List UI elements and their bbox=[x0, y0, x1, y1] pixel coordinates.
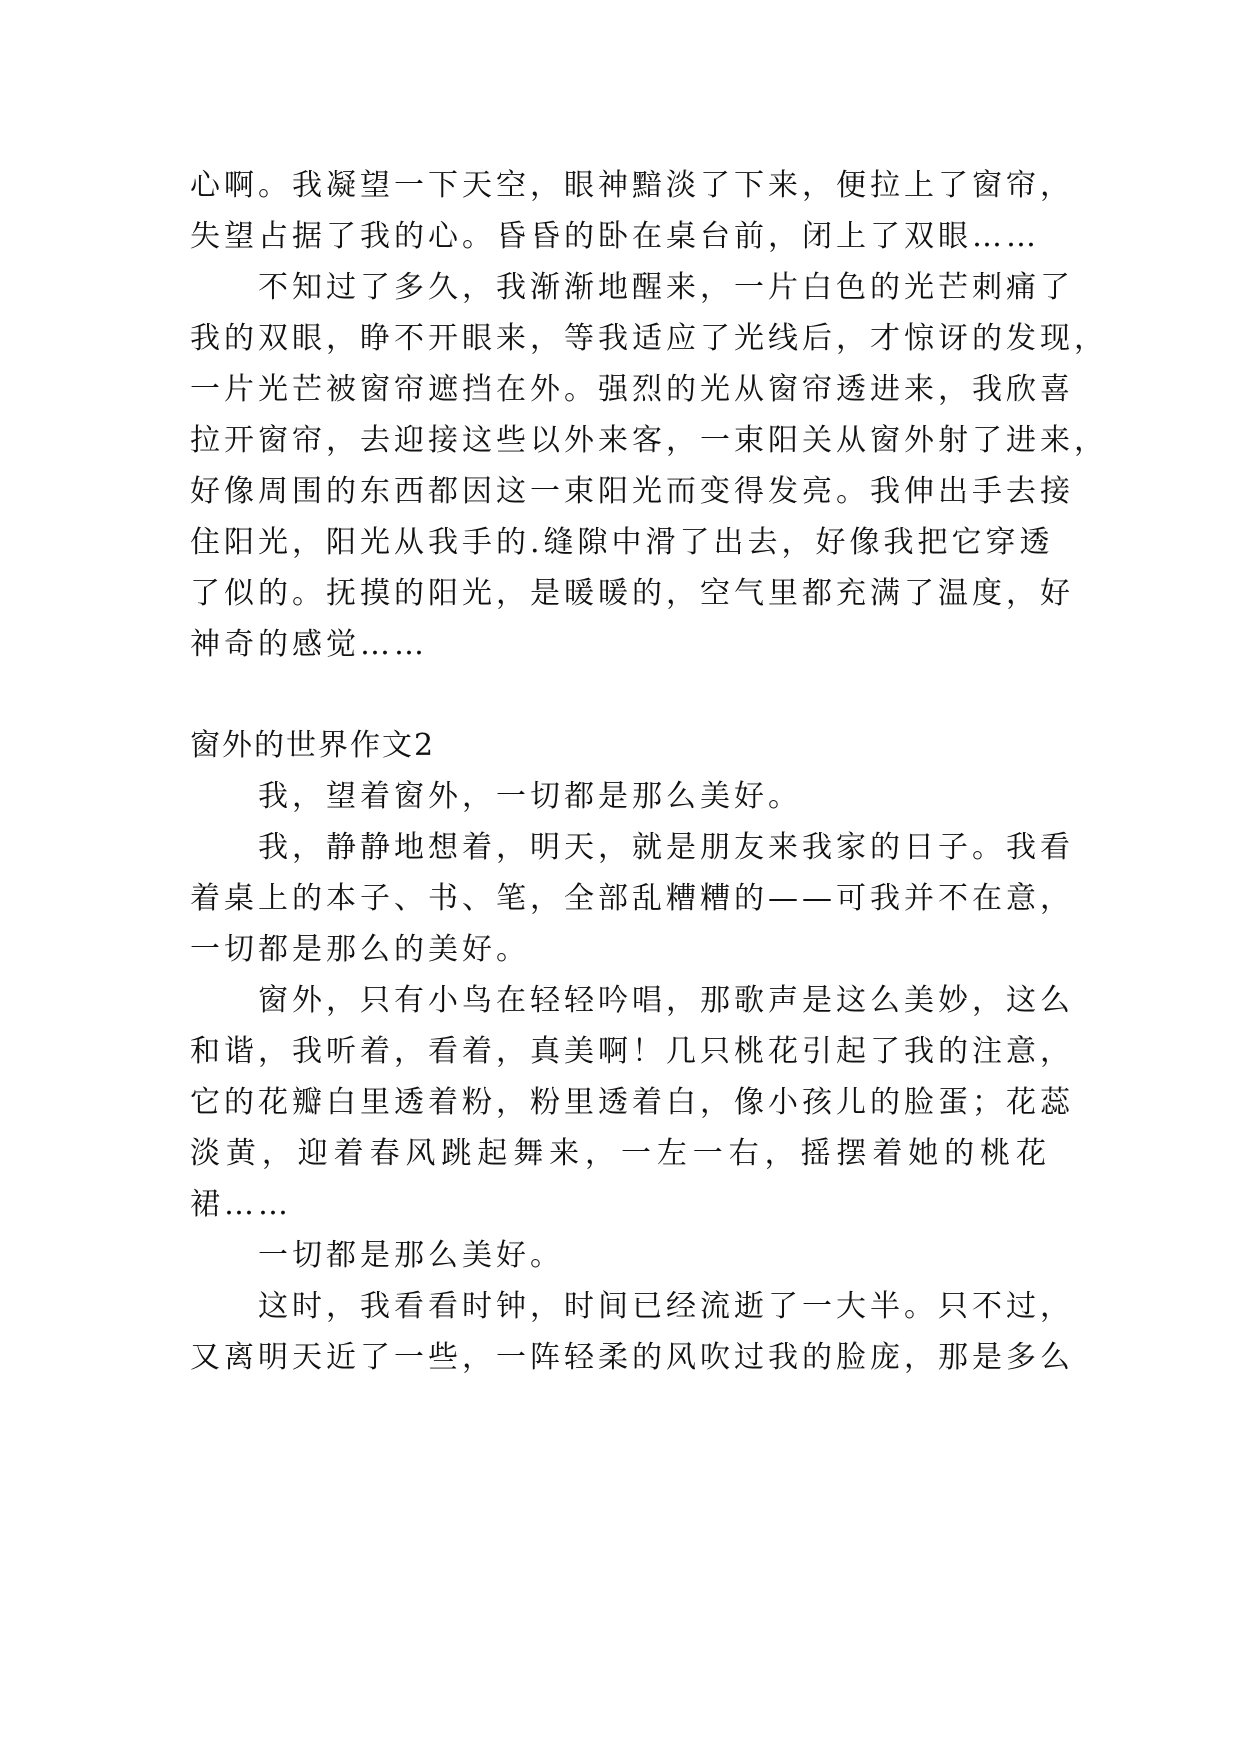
text-line: 我，静静地想着，明天，就是朋友来我家的日子。我看 bbox=[258, 830, 1074, 865]
paragraph bbox=[190, 1230, 1050, 1281]
section-heading: 窗外的世界作文2 bbox=[190, 728, 436, 763]
text-line: 和谐，我听着，看着，真美啊！几只桃花引起了我的注意， bbox=[190, 1034, 1074, 1069]
document-body bbox=[190, 160, 1108, 1383]
text-line: 神奇的感觉…… bbox=[190, 627, 428, 662]
text-line: 我，望着窗外，一切都是那么美好。 bbox=[258, 779, 802, 814]
text-line: 一片光芒被窗帘遮挡在外。强烈的光从窗帘透进来，我欣喜 bbox=[190, 372, 1074, 407]
text-line: 心啊。我凝望一下天空，眼神黯淡了下来，便拉上了窗帘， bbox=[190, 168, 1074, 203]
text-line: 又离明天近了一些，一阵轻柔的风吹过我的脸庞，那是多么 bbox=[190, 1340, 1074, 1375]
text-line: 一切都是那么美好。 bbox=[258, 1238, 564, 1273]
text-line: 这时，我看看时钟，时间已经流逝了一大半。只不过， bbox=[258, 1289, 1074, 1324]
text-line: 一切都是那么的美好。 bbox=[190, 932, 530, 967]
text-line: 裙…… bbox=[190, 1187, 292, 1222]
text-line: 窗外，只有小鸟在轻轻吟唱，那歌声是这么美妙，这么 bbox=[258, 983, 1074, 1018]
paragraph bbox=[190, 771, 1050, 822]
text-line: 我的双眼，睁不开眼来，等我适应了光线后，才惊讶的发现， bbox=[190, 321, 1108, 356]
text-line: 拉开窗帘，去迎接这些以外来客，一束阳关从窗外射了进来， bbox=[190, 423, 1108, 458]
paragraph bbox=[190, 160, 1074, 262]
paragraph bbox=[190, 1281, 1074, 1383]
text-line: 失望占据了我的心。昏昏的卧在桌台前，闭上了双眼…… bbox=[190, 219, 1040, 254]
text-line: 淡黄，迎着春风跳起舞来，一左一右，摇摆着她的桃花 bbox=[190, 1136, 1050, 1171]
paragraph bbox=[190, 975, 1074, 1230]
section-spacer bbox=[190, 670, 1050, 720]
text-line: 了似的。抚摸的阳光，是暖暖的，空气里都充满了温度，好 bbox=[190, 576, 1074, 611]
text-line: 好像周围的东西都因这一束阳光而变得发亮。我伸出手去接 bbox=[190, 474, 1074, 509]
text-line: 着桌上的本子、书、笔，全部乱糟糟的——可我并不在意， bbox=[190, 881, 1074, 916]
text-line: 住阳光，阳光从我手的.缝隙中滑了出去，好像我把它穿透 bbox=[190, 525, 1054, 560]
paragraph bbox=[190, 262, 1108, 670]
paragraph bbox=[190, 822, 1074, 975]
text-line: 不知过了多久，我渐渐地醒来，一片白色的光芒刺痛了 bbox=[258, 270, 1074, 305]
text-line: 它的花瓣白里透着粉，粉里透着白，像小孩儿的脸蛋；花蕊 bbox=[190, 1085, 1074, 1120]
